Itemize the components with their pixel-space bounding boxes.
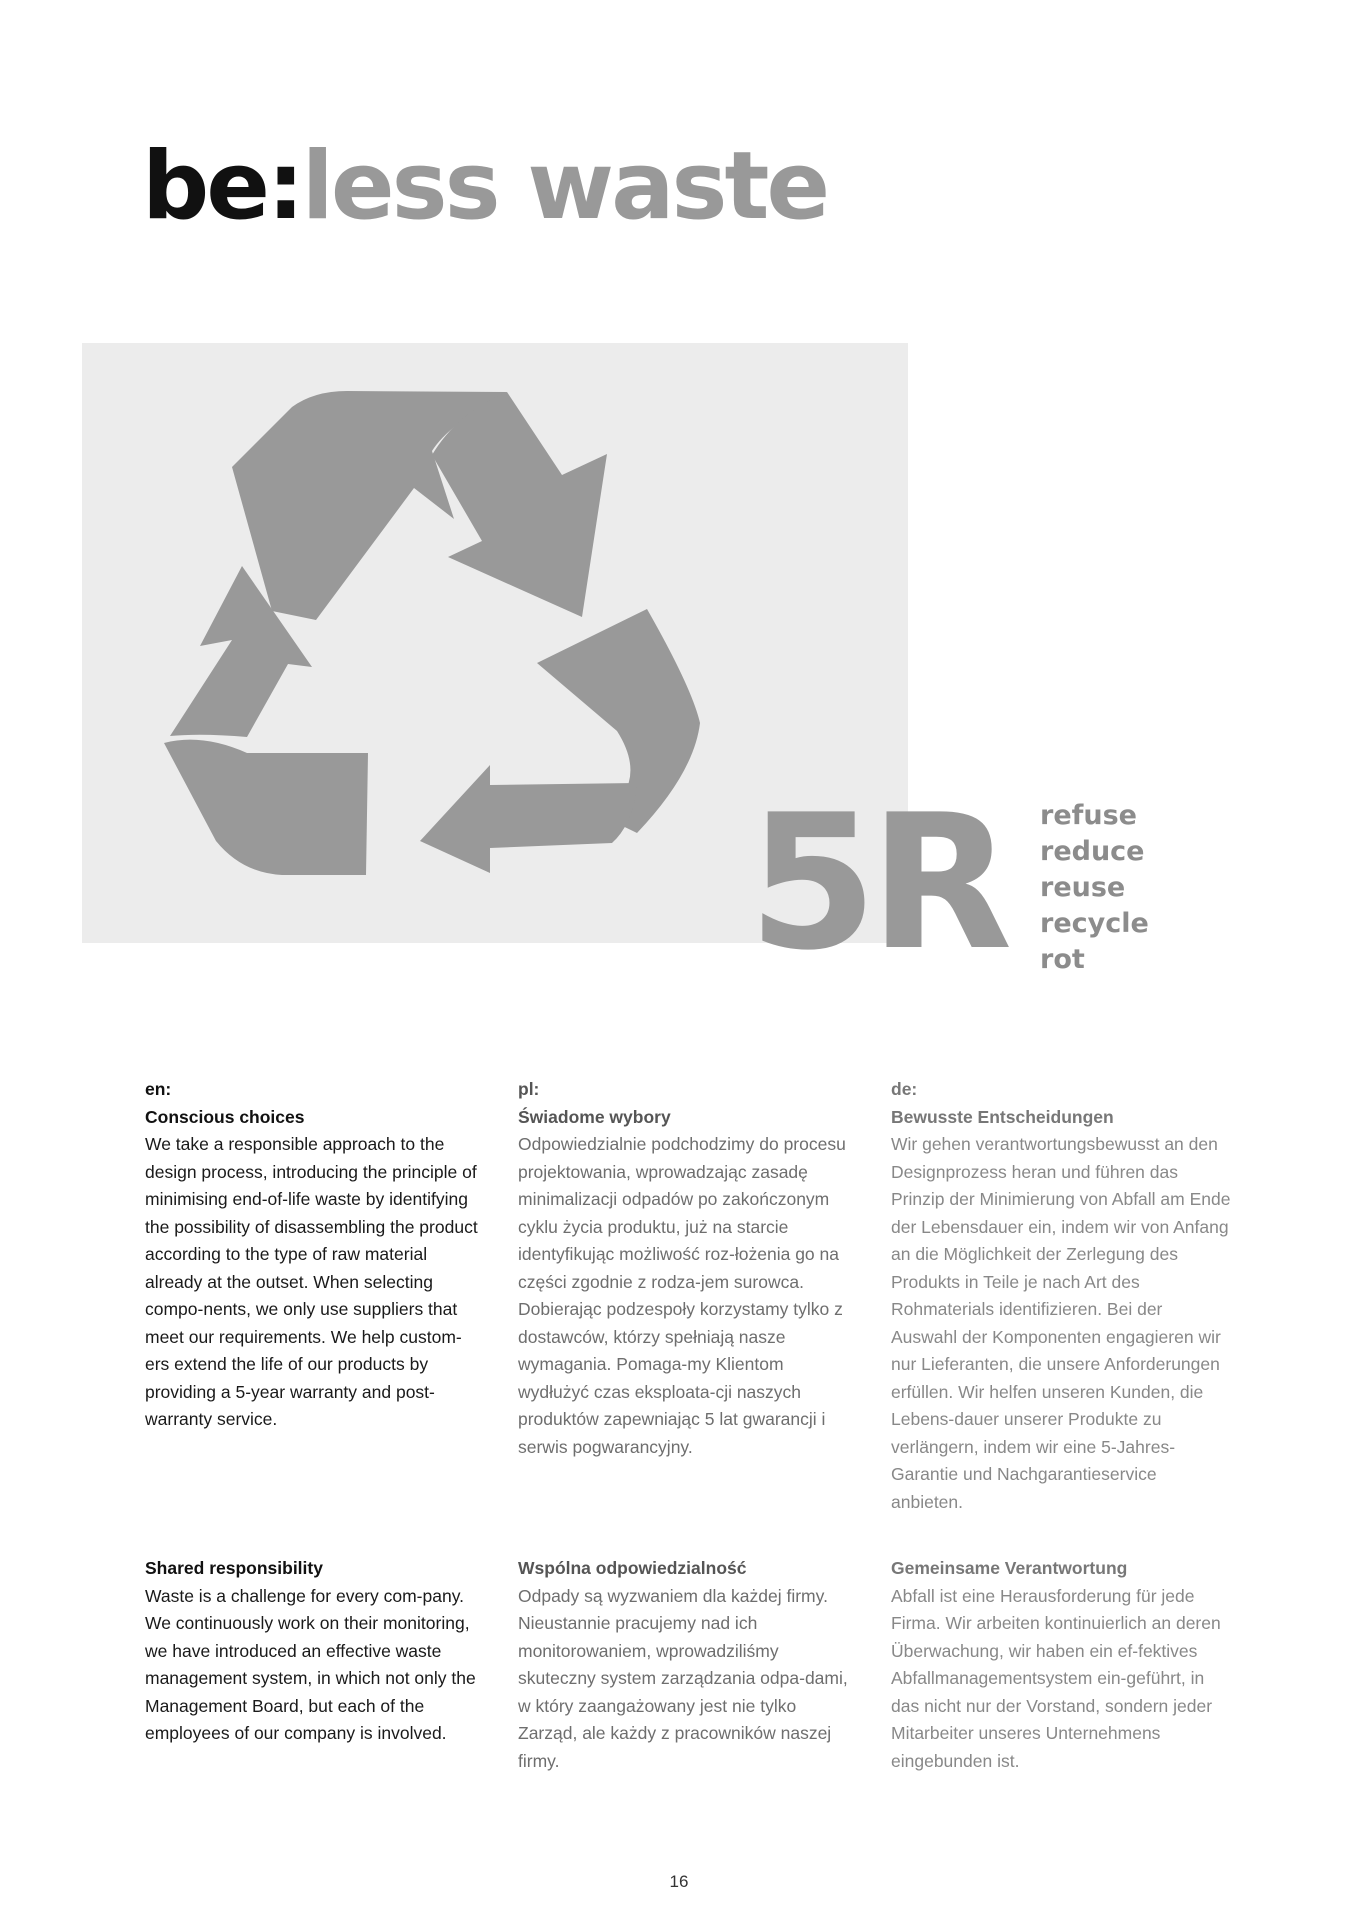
pl-conscious-choices [518, 1076, 858, 1461]
section-body: Odpowiedzialnie podchodzimy do procesu projektowania, wprowadzając zasadę minimalizacji odpadów po zakończonym cyklu życia produktu, już na starcie identyfikując możliwość roz-łożenia go na części zgodnie z rodza-jem surowca. Dobierając podzespoły korzystamy tylko z dostawców, którzy spełniają nasze wymagania. Pomaga-my Klientom wydłużyć czas eksploata-cji naszych produktów zapewniając 5 lat gwarancji i serwis pogwarancyjny. [518, 1134, 846, 1457]
section-body: Odpady są wyzwaniem dla każdej firmy. Nieustannie pracujemy nad ich monitorowaniem, wprowadziliśmy skuteczny system zarządzania odpa-dami, w który zaangażowany jest nie tylko Zarząd, ale każdy z pracowników naszej firmy. [518, 1585, 848, 1771]
r-item: rot [1040, 944, 1085, 975]
en-conscious-choices [145, 1076, 485, 1434]
recycle-arrow-top-head [432, 392, 607, 617]
en-shared-responsibility [145, 1555, 485, 1748]
r-item: reduce [1040, 836, 1145, 867]
r-item: reuse [1040, 872, 1126, 903]
pl-shared-responsibility [518, 1555, 858, 1775]
section-heading: Świadome wybory [518, 1106, 671, 1127]
section-body: Abfall ist eine Herausforderung für jede Firma. Wir arbeiten kontinuierlich an deren Überwachung, wir haben ein ef-fektives Abfallmanagementsystem ein-geführt, in das nicht nur der Vorstand, sondern jeder Mitarbeiter unseres Unternehmens eingebunden ist. [891, 1585, 1221, 1771]
section-body: We take a responsible approach to the design process, introducing the principle of minimising end-of-life waste by identifying the possibility of disassembling the product according to the type of raw material already at the outset. When selecting compo-nents, we only use suppliers that meet our requirements. We help custom-ers extend the life of our products by providing a 5-year warranty and post-warranty service. [145, 1134, 478, 1429]
page-title [142, 132, 828, 241]
title-brand-prefix: be: [142, 132, 302, 241]
section-heading: Conscious choices [145, 1106, 305, 1127]
title-rest: less waste [301, 132, 828, 241]
section-body: Wir gehen verantwortungsbewusst an den Designprozess heran und führen das Prinzip der Minimierung von Abfall am Ende der Lebensdauer ein, indem wir von Anfang an die Möglichkeit der Zerlegung des Produkts in Teile je nach Art des Rohmaterials identifizieren. Bei der Auswahl der Komponenten engagieren wir nur Lieferanten, die unsere Anforderungen erfüllen. Wir helfen unseren Kunden, die Lebens-dauer unserer Produkte zu verlängern, indem wir eine 5-Jahres-Garantie und Nachgarantieservice anbieten. [891, 1134, 1231, 1512]
r-item: refuse [1040, 800, 1137, 831]
page-number: 16 [669, 1872, 689, 1891]
recycle-arrow-left-head [164, 740, 368, 875]
section-heading: Shared responsibility [145, 1558, 323, 1578]
de-shared-responsibility [891, 1555, 1231, 1775]
section-heading: Gemeinsame Verantwortung [891, 1558, 1128, 1578]
recycle-arrow-right-head [420, 765, 637, 873]
r-item: recycle [1040, 908, 1149, 939]
language-label: en: [145, 1079, 172, 1099]
section-heading: Wspólna odpowiedzialność [518, 1558, 747, 1578]
language-label: pl: [518, 1079, 540, 1099]
section-heading: Bewusste Entscheidungen [891, 1106, 1114, 1127]
section-body: Waste is a challenge for every com-pany. We continuously work on their monitoring, we have introduced an effective waste management system, in which not only the Management Board, but each of the employees of our company is involved. [145, 1585, 476, 1743]
five-r-heading: 5R [748, 774, 1005, 991]
de-conscious-choices [891, 1076, 1231, 1516]
language-label: de: [891, 1079, 918, 1099]
five-r-list [1040, 798, 1149, 978]
